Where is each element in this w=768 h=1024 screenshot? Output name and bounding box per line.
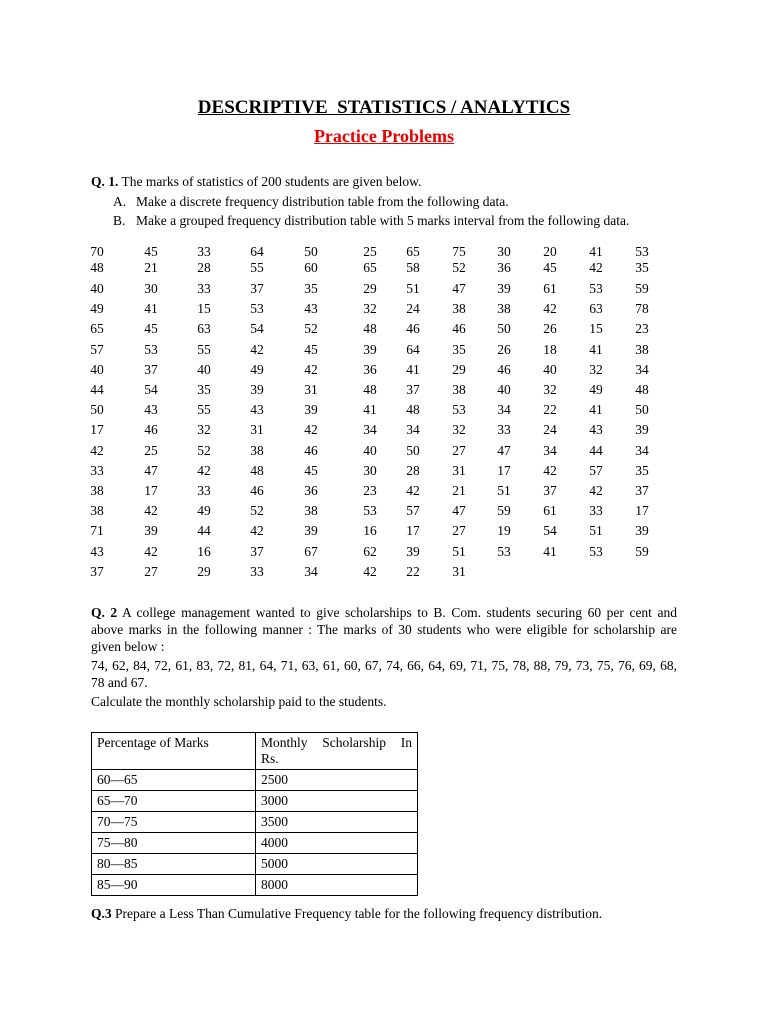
data-value: 53	[144, 342, 158, 357]
data-value: 33	[197, 244, 211, 259]
data-value: 22	[543, 402, 557, 417]
q1-text: The marks of statistics of 200 students are given below.	[118, 174, 422, 189]
data-value: 53	[589, 544, 603, 559]
data-value: 44	[90, 382, 104, 397]
data-value: 30	[497, 244, 511, 259]
data-value: 34	[635, 443, 649, 458]
q2-line1	[91, 604, 677, 621]
table-cell-range: 65—70	[92, 791, 256, 812]
data-value: 37	[250, 281, 264, 296]
data-value: 53	[635, 244, 649, 259]
q1-item-a-marker: A.	[113, 194, 127, 209]
data-value: 17	[406, 523, 420, 538]
data-value: 49	[250, 362, 264, 377]
data-value: 42	[250, 523, 264, 538]
data-value: 48	[90, 260, 104, 275]
data-value: 42	[304, 422, 318, 437]
data-value: 48	[363, 382, 377, 397]
data-value: 46	[144, 422, 158, 437]
table-cell-amount: 3500	[256, 812, 418, 833]
data-value: 50	[635, 402, 649, 417]
q3-text: Prepare a Less Than Cumulative Frequency table for the following frequency distribution.	[111, 906, 603, 921]
data-value: 51	[497, 483, 511, 498]
data-value: 39	[304, 402, 318, 417]
data-value: 42	[589, 483, 603, 498]
header-percentage: Percentage of Marks	[92, 733, 256, 770]
data-value: 40	[197, 362, 211, 377]
table-cell-range: 75—80	[92, 833, 256, 854]
data-value: 34	[363, 422, 377, 437]
data-value: 47	[452, 503, 466, 518]
data-value: 50	[90, 402, 104, 417]
data-value: 38	[452, 301, 466, 316]
data-value: 44	[589, 443, 603, 458]
data-value: 45	[304, 463, 318, 478]
data-value: 52	[197, 443, 211, 458]
q1-label: Q. 1.	[91, 174, 119, 189]
data-value: 59	[497, 503, 511, 518]
data-value: 53	[497, 544, 511, 559]
table-row	[92, 833, 418, 854]
data-value: 33	[250, 564, 264, 579]
data-value: 40	[543, 362, 557, 377]
data-value: 59	[635, 281, 649, 296]
data-value: 34	[406, 422, 420, 437]
data-value: 37	[250, 544, 264, 559]
data-value: 25	[363, 244, 377, 259]
data-value: 46	[452, 321, 466, 336]
data-value: 46	[497, 362, 511, 377]
data-value: 46	[304, 443, 318, 458]
data-value: 34	[543, 443, 557, 458]
data-value: 64	[250, 244, 264, 259]
table-row	[92, 812, 418, 833]
data-value: 43	[304, 301, 318, 316]
data-value: 58	[406, 260, 420, 275]
data-value: 35	[635, 463, 649, 478]
table-row	[92, 770, 418, 791]
data-value: 34	[635, 362, 649, 377]
data-value: 54	[250, 321, 264, 336]
data-value: 27	[452, 523, 466, 538]
data-value: 54	[543, 523, 557, 538]
data-value: 48	[363, 321, 377, 336]
data-value: 16	[197, 544, 211, 559]
data-value: 32	[363, 301, 377, 316]
data-value: 39	[497, 281, 511, 296]
data-value: 15	[589, 321, 603, 336]
data-value: 41	[589, 244, 603, 259]
data-value: 42	[144, 503, 158, 518]
data-value: 64	[406, 342, 420, 357]
data-value: 41	[406, 362, 420, 377]
data-value: 47	[452, 281, 466, 296]
data-value: 38	[90, 483, 104, 498]
scholarship-table	[91, 732, 418, 896]
data-value: 18	[543, 342, 557, 357]
data-value: 28	[197, 260, 211, 275]
data-value: 63	[589, 301, 603, 316]
q2-line3: given below :	[91, 639, 165, 654]
table-cell-range: 85—90	[92, 875, 256, 896]
data-value: 45	[543, 260, 557, 275]
data-value: 43	[589, 422, 603, 437]
data-value: 38	[250, 443, 264, 458]
data-value: 23	[363, 483, 377, 498]
data-value: 48	[250, 463, 264, 478]
data-value: 50	[304, 244, 318, 259]
table-row	[92, 854, 418, 875]
data-value: 42	[304, 362, 318, 377]
data-value: 67	[304, 544, 318, 559]
data-value: 42	[144, 544, 158, 559]
data-value: 47	[144, 463, 158, 478]
data-value: 61	[543, 281, 557, 296]
data-value: 70	[90, 244, 104, 259]
data-value: 50	[406, 443, 420, 458]
header-scholarship-line2: Rs.	[261, 751, 279, 766]
data-value: 38	[452, 382, 466, 397]
data-value: 42	[406, 483, 420, 498]
data-value: 51	[452, 544, 466, 559]
data-value: 26	[497, 342, 511, 357]
data-value: 30	[144, 281, 158, 296]
data-value: 33	[197, 281, 211, 296]
data-value: 37	[144, 362, 158, 377]
data-value: 17	[497, 463, 511, 478]
data-value: 45	[144, 244, 158, 259]
data-value: 39	[250, 382, 264, 397]
data-value: 53	[363, 503, 377, 518]
data-value: 36	[304, 483, 318, 498]
data-value: 42	[543, 463, 557, 478]
data-value: 48	[635, 382, 649, 397]
data-value: 31	[452, 463, 466, 478]
data-value: 42	[90, 443, 104, 458]
table-row	[92, 791, 418, 812]
data-value: 41	[144, 301, 158, 316]
data-value: 22	[406, 564, 420, 579]
data-value: 50	[497, 321, 511, 336]
data-value: 24	[406, 301, 420, 316]
data-value: 46	[250, 483, 264, 498]
data-value: 31	[250, 422, 264, 437]
data-value: 29	[363, 281, 377, 296]
data-value: 55	[197, 342, 211, 357]
data-value: 42	[250, 342, 264, 357]
data-value: 41	[543, 544, 557, 559]
data-value: 31	[304, 382, 318, 397]
table-header-row	[92, 733, 418, 770]
data-value: 23	[635, 321, 649, 336]
data-value: 55	[250, 260, 264, 275]
table-cell-range: 80—85	[92, 854, 256, 875]
data-value: 34	[497, 402, 511, 417]
data-value: 60	[304, 260, 318, 275]
table-cell-amount: 2500	[256, 770, 418, 791]
q3-statement	[91, 905, 602, 922]
data-value: 39	[363, 342, 377, 357]
data-value: 78	[635, 301, 649, 316]
data-value: 32	[543, 382, 557, 397]
q1-item-b-text: Make a grouped frequency distribution table with 5 marks interval from the following data.	[136, 213, 630, 228]
data-value: 65	[406, 244, 420, 259]
data-value: 21	[452, 483, 466, 498]
data-value: 36	[363, 362, 377, 377]
data-value: 27	[144, 564, 158, 579]
q2-line2: above marks in the following manner : The marks of 30 students who were eligible for scholarship are	[91, 622, 677, 637]
q2-marks-line1: 74, 62, 84, 72, 61, 83, 72, 81, 64, 71, 63, 61, 60, 67, 74, 66, 64, 69, 71, 75, 78, 88, 79, 73, 75, 76, 69, 68,	[91, 658, 677, 673]
q1-item-b-marker: B.	[113, 213, 126, 228]
data-value: 55	[197, 402, 211, 417]
data-value: 42	[197, 463, 211, 478]
data-value: 31	[452, 564, 466, 579]
data-value: 37	[635, 483, 649, 498]
data-value: 30	[363, 463, 377, 478]
data-value: 39	[635, 523, 649, 538]
data-value: 39	[304, 523, 318, 538]
data-value: 29	[452, 362, 466, 377]
data-value: 52	[304, 321, 318, 336]
q2-line1-text: A college management wanted to give scholarships to B. Com. students securing 60 per cent and	[117, 605, 677, 620]
data-value: 40	[90, 362, 104, 377]
data-value: 42	[363, 564, 377, 579]
q2-instruction: Calculate the monthly scholarship paid to the students.	[91, 694, 387, 709]
data-value: 38	[304, 503, 318, 518]
data-value: 42	[543, 301, 557, 316]
data-value: 16	[363, 523, 377, 538]
document-title: DESCRIPTIVE STATISTICS / ANALYTICS	[197, 97, 571, 118]
data-value: 40	[363, 443, 377, 458]
data-value: 45	[304, 342, 318, 357]
q2-label: Q. 2	[91, 605, 118, 620]
data-value: 63	[197, 321, 211, 336]
data-value: 59	[635, 544, 649, 559]
data-value: 43	[250, 402, 264, 417]
data-value: 48	[406, 402, 420, 417]
data-value: 29	[197, 564, 211, 579]
data-value: 34	[304, 564, 318, 579]
data-value: 52	[250, 503, 264, 518]
data-value: 37	[543, 483, 557, 498]
data-value: 28	[406, 463, 420, 478]
data-value: 40	[90, 281, 104, 296]
data-value: 44	[197, 523, 211, 538]
header-scholarship	[256, 733, 418, 770]
table-cell-range: 70—75	[92, 812, 256, 833]
q2-marks-line2: 78 and 67.	[91, 675, 148, 690]
data-value: 32	[452, 422, 466, 437]
data-value: 41	[589, 402, 603, 417]
data-value: 27	[452, 443, 466, 458]
data-value: 53	[589, 281, 603, 296]
data-value: 17	[90, 422, 104, 437]
data-value: 20	[543, 244, 557, 259]
q3-label: Q.3	[91, 906, 112, 921]
data-value: 51	[589, 523, 603, 538]
table-cell-range: 60—65	[92, 770, 256, 791]
data-value: 42	[589, 260, 603, 275]
data-value: 36	[497, 260, 511, 275]
data-value: 32	[589, 362, 603, 377]
data-value: 49	[589, 382, 603, 397]
data-value: 57	[90, 342, 104, 357]
table-cell-amount: 5000	[256, 854, 418, 875]
data-value: 49	[197, 503, 211, 518]
table-cell-amount: 8000	[256, 875, 418, 896]
data-value: 26	[543, 321, 557, 336]
data-value: 38	[90, 503, 104, 518]
data-value: 46	[406, 321, 420, 336]
data-value: 41	[589, 342, 603, 357]
data-value: 39	[406, 544, 420, 559]
data-value: 33	[497, 422, 511, 437]
data-value: 43	[144, 402, 158, 417]
data-value: 39	[144, 523, 158, 538]
data-value: 61	[543, 503, 557, 518]
data-value: 17	[635, 503, 649, 518]
q1-item-a-text: Make a discrete frequency distribution table from the following data.	[136, 194, 509, 209]
data-value: 33	[90, 463, 104, 478]
data-value: 24	[543, 422, 557, 437]
data-value: 57	[406, 503, 420, 518]
data-value: 52	[452, 260, 466, 275]
data-value: 54	[144, 382, 158, 397]
data-value: 33	[197, 483, 211, 498]
data-value: 71	[90, 523, 104, 538]
data-value: 40	[497, 382, 511, 397]
data-value: 47	[497, 443, 511, 458]
table-cell-amount: 3000	[256, 791, 418, 812]
data-value: 49	[90, 301, 104, 316]
data-value: 39	[635, 422, 649, 437]
data-value: 37	[406, 382, 420, 397]
data-value: 15	[197, 301, 211, 316]
table-row	[92, 875, 418, 896]
data-value: 53	[250, 301, 264, 316]
table-cell-amount: 4000	[256, 833, 418, 854]
data-value: 32	[197, 422, 211, 437]
data-value: 38	[635, 342, 649, 357]
data-value: 17	[144, 483, 158, 498]
data-value: 35	[304, 281, 318, 296]
data-value: 38	[497, 301, 511, 316]
data-value: 45	[144, 321, 158, 336]
header-scholarship-line1: Monthly Scholarship In	[261, 735, 412, 750]
data-value: 43	[90, 544, 104, 559]
data-value: 19	[497, 523, 511, 538]
data-value: 37	[90, 564, 104, 579]
data-value: 35	[635, 260, 649, 275]
data-value: 41	[363, 402, 377, 417]
data-value: 65	[90, 321, 104, 336]
data-value: 21	[144, 260, 158, 275]
data-value: 62	[363, 544, 377, 559]
data-value: 75	[452, 244, 466, 259]
data-value: 35	[452, 342, 466, 357]
document-subtitle: Practice Problems	[313, 126, 455, 146]
data-value: 35	[197, 382, 211, 397]
data-value: 33	[589, 503, 603, 518]
data-value: 25	[144, 443, 158, 458]
data-value: 57	[589, 463, 603, 478]
data-value: 65	[363, 260, 377, 275]
data-value: 53	[452, 402, 466, 417]
data-value: 51	[406, 281, 420, 296]
